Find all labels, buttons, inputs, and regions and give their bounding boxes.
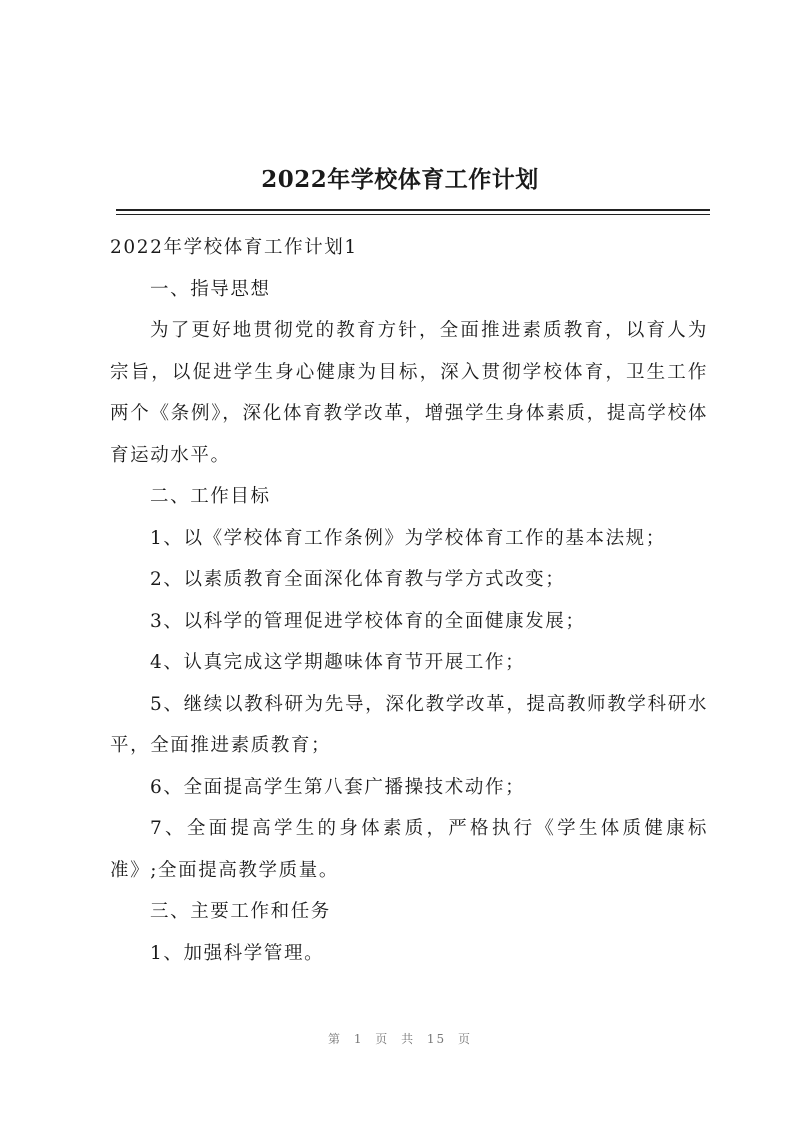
list-item: 3、以科学的管理促进学校体育的全面健康发展； <box>150 610 586 632</box>
title-underline <box>116 209 710 211</box>
paragraph: 为了更好地贯彻党的教育方针，全面推进素质教育，以育人为宗旨，以促进学生身心健康为目标，深入贯彻学校体育，卫生工作两个《条例》，深化体育教学改革，增强学生身体素质，提高学校体育运动水平。 <box>110 320 708 466</box>
list-item: 1、加强科学管理。 <box>150 942 325 964</box>
document-body <box>110 227 708 974</box>
page-footer: 第 1 页 共 15 页 <box>328 1032 472 1046</box>
document-title: 2022年学校体育工作计划 <box>261 166 539 193</box>
list-item: 4、认真完成这学期趣味体育节开展工作； <box>150 652 526 673</box>
subsection-heading: 一、指导思想 <box>150 278 271 300</box>
title-underline-thin <box>116 214 710 215</box>
list-item: 2、以素质教育全面深化体育教与学方式改变； <box>150 569 566 590</box>
subsection-heading: 二、工作目标 <box>150 486 271 507</box>
subsection-heading: 三、主要工作和任务 <box>150 901 331 922</box>
list-item: 7、全面提高学生的身体素质，严格执行《学生体质健康标准》;全面提高教学质量。 <box>110 818 708 881</box>
list-item: 5、继续以教科研为先导，深化教学改革，提高教师教学科研水平，全面推进素质教育； <box>110 693 708 756</box>
list-item: 6、全面提高学生第八套广播操技术动作； <box>150 776 526 798</box>
list-item: 1、以《学校体育工作条例》为学校体育工作的基本法规； <box>150 527 666 549</box>
section-heading: 2022年学校体育工作计划1 <box>110 237 358 258</box>
